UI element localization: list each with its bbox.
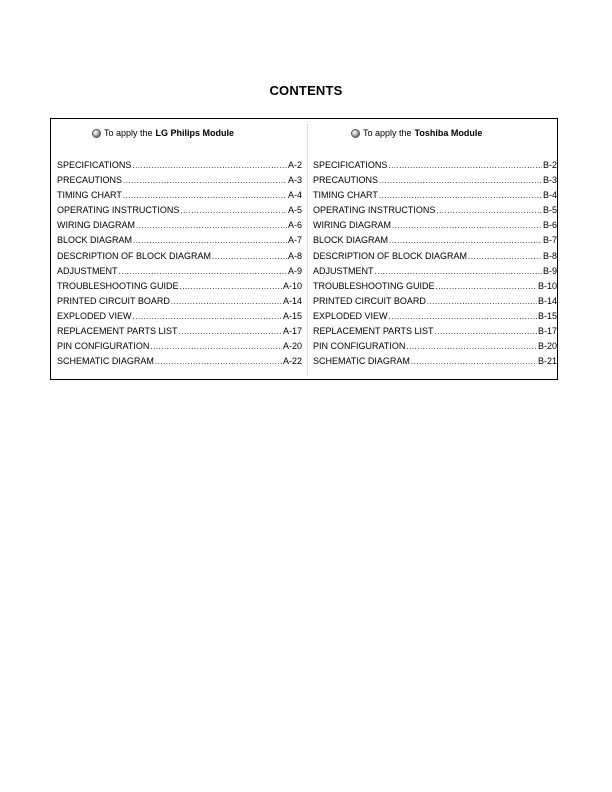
toc-entry[interactable] [57, 309, 302, 324]
toc-entry-title: TIMING CHART [57, 190, 122, 201]
toc-entry-title: DESCRIPTION OF BLOCK DIAGRAM [57, 250, 212, 261]
toc-entry-title: PIN CONFIGURATION [57, 341, 150, 352]
sphere-bullet-icon [92, 129, 101, 138]
toc-entry[interactable] [57, 233, 302, 248]
toc-entry[interactable] [57, 279, 302, 294]
left-header-module: LG Philips Module [155, 128, 235, 138]
toc-entry-page: A-4 [287, 190, 302, 201]
toc-entry[interactable] [313, 158, 557, 173]
toc-entry-page: A-5 [287, 205, 302, 216]
dot-leader [119, 264, 287, 279]
toc-entry-title: BLOCK DIAGRAM [313, 235, 389, 246]
toc-entry[interactable] [313, 279, 557, 294]
toc-entry-title: SCHEMATIC DIAGRAM [57, 356, 154, 367]
toc-entry-title: TROUBLESHOOTING GUIDE [57, 280, 179, 291]
toc-entry[interactable] [313, 233, 557, 248]
dot-leader [171, 294, 282, 309]
toc-entry-page: B-17 [537, 326, 557, 337]
toc-entry[interactable] [313, 218, 557, 233]
left-toc-list [57, 158, 302, 369]
toc-entry-page: B-4 [542, 190, 557, 201]
toc-entry-title: SCHEMATIC DIAGRAM [313, 356, 410, 367]
toc-entry[interactable] [57, 294, 302, 309]
toc-entry-page: A-20 [282, 341, 302, 352]
toc-entry-title: WIRING DIAGRAM [57, 220, 135, 231]
toc-entry-page: A-3 [287, 175, 302, 186]
dot-leader [389, 309, 537, 324]
toc-entry[interactable] [57, 203, 302, 218]
toc-entry-page: A-6 [287, 220, 302, 231]
toc-entry-title: TROUBLESHOOTING GUIDE [313, 280, 435, 291]
dot-leader [123, 173, 287, 188]
toc-entry[interactable] [57, 218, 302, 233]
toc-entry-page: A-14 [282, 295, 302, 306]
toc-entry-title: PRECAUTIONS [313, 175, 379, 186]
dot-leader [179, 324, 282, 339]
toc-entry-page: A-8 [287, 250, 302, 261]
toc-entry-page: B-21 [537, 356, 557, 367]
right-column-header [351, 128, 482, 138]
toc-entry-title: SPECIFICATIONS [313, 160, 388, 170]
toc-entry-page: B-8 [542, 250, 557, 261]
dot-leader [133, 233, 287, 248]
toc-entry-page: B-5 [542, 205, 557, 216]
toc-entry[interactable] [57, 339, 302, 354]
dot-leader [379, 173, 542, 188]
toc-entry[interactable] [57, 354, 302, 369]
left-column-header [92, 128, 234, 138]
toc-entry[interactable] [313, 309, 557, 324]
toc-entry[interactable] [313, 339, 557, 354]
page-title: CONTENTS [269, 83, 343, 98]
toc-entry[interactable] [313, 203, 557, 218]
dot-leader [212, 249, 287, 264]
toc-entry-page: B-15 [537, 310, 557, 321]
toc-entry-page: A-7 [287, 235, 302, 246]
toc-entry-title: REPLACEMENT PARTS LIST [313, 326, 434, 337]
toc-entry[interactable] [313, 294, 557, 309]
dot-leader [427, 294, 537, 309]
toc-entry-title: SPECIFICATIONS [57, 160, 132, 170]
dot-leader [411, 354, 537, 369]
right-header-module: Toshiba Module [414, 128, 483, 138]
dot-leader [136, 218, 287, 233]
toc-entry-title: PRINTED CIRCUIT BOARD [313, 295, 426, 306]
toc-entry-title: PIN CONFIGURATION [313, 341, 406, 352]
toc-entry-page: A-9 [287, 265, 302, 276]
toc-entry-page: A-17 [282, 326, 302, 337]
toc-entry[interactable] [313, 324, 557, 339]
toc-entry-page: B-7 [542, 235, 557, 246]
toc-entry-title: PRINTED CIRCUIT BOARD [57, 295, 170, 306]
toc-entry-title: DESCRIPTION OF BLOCK DIAGRAM [313, 250, 468, 261]
toc-entry-page: B-20 [537, 341, 557, 352]
toc-entry-title: EXPLODED VIEW [57, 310, 132, 321]
dot-leader [132, 158, 287, 173]
toc-entry-title: BLOCK DIAGRAM [57, 235, 133, 246]
toc-entry-title: REPLACEMENT PARTS LIST [57, 326, 178, 337]
dot-leader [406, 339, 537, 354]
toc-entry-page: B-2 [542, 160, 557, 170]
toc-entry[interactable] [57, 249, 302, 264]
toc-entry[interactable] [313, 188, 557, 203]
toc-entry-page: B-9 [542, 265, 557, 276]
toc-entry-page: A-22 [282, 356, 302, 367]
dot-leader [379, 188, 542, 203]
toc-entry-title: ADJUSTMENT [57, 265, 118, 276]
toc-entry-page: B-10 [537, 280, 557, 291]
toc-entry-title: TIMING CHART [313, 190, 378, 201]
toc-entry-page: B-6 [542, 220, 557, 231]
dot-leader [436, 203, 542, 218]
sphere-bullet-icon [351, 129, 360, 138]
left-header-prefix: To apply the [104, 128, 153, 138]
toc-entry[interactable] [57, 188, 302, 203]
toc-entry-page: A-10 [282, 280, 302, 291]
right-header-prefix: To apply the [363, 128, 412, 138]
toc-entry[interactable] [57, 264, 302, 279]
column-divider [307, 124, 308, 376]
dot-leader [150, 339, 282, 354]
dot-leader [375, 264, 542, 279]
toc-entry-page: A-15 [282, 310, 302, 321]
toc-entry[interactable] [313, 354, 557, 369]
toc-entry-title: ADJUSTMENT [313, 265, 374, 276]
dot-leader [180, 279, 282, 294]
dot-leader [388, 158, 542, 173]
toc-entry-title: OPERATING INSTRUCTIONS [57, 205, 180, 216]
dot-leader [468, 249, 542, 264]
toc-entry-title: PRECAUTIONS [57, 175, 123, 186]
toc-entry-title: OPERATING INSTRUCTIONS [313, 205, 436, 216]
toc-entry[interactable] [313, 264, 557, 279]
toc-entry[interactable] [57, 324, 302, 339]
right-toc-list [313, 158, 557, 369]
toc-entry[interactable] [57, 173, 302, 188]
toc-entry-title: WIRING DIAGRAM [313, 220, 391, 231]
dot-leader [392, 218, 542, 233]
dot-leader [123, 188, 287, 203]
toc-entry-title: EXPLODED VIEW [313, 310, 388, 321]
toc-entry[interactable] [57, 158, 302, 173]
toc-entry-page: B-14 [537, 295, 557, 306]
toc-entry[interactable] [313, 249, 557, 264]
toc-entry-page: A-2 [287, 160, 302, 170]
dot-leader [180, 203, 287, 218]
toc-entry[interactable] [313, 173, 557, 188]
dot-leader [436, 279, 537, 294]
dot-leader [155, 354, 282, 369]
dot-leader [435, 324, 537, 339]
toc-entry-page: B-3 [542, 175, 557, 186]
dot-leader [133, 309, 282, 324]
dot-leader [389, 233, 542, 248]
